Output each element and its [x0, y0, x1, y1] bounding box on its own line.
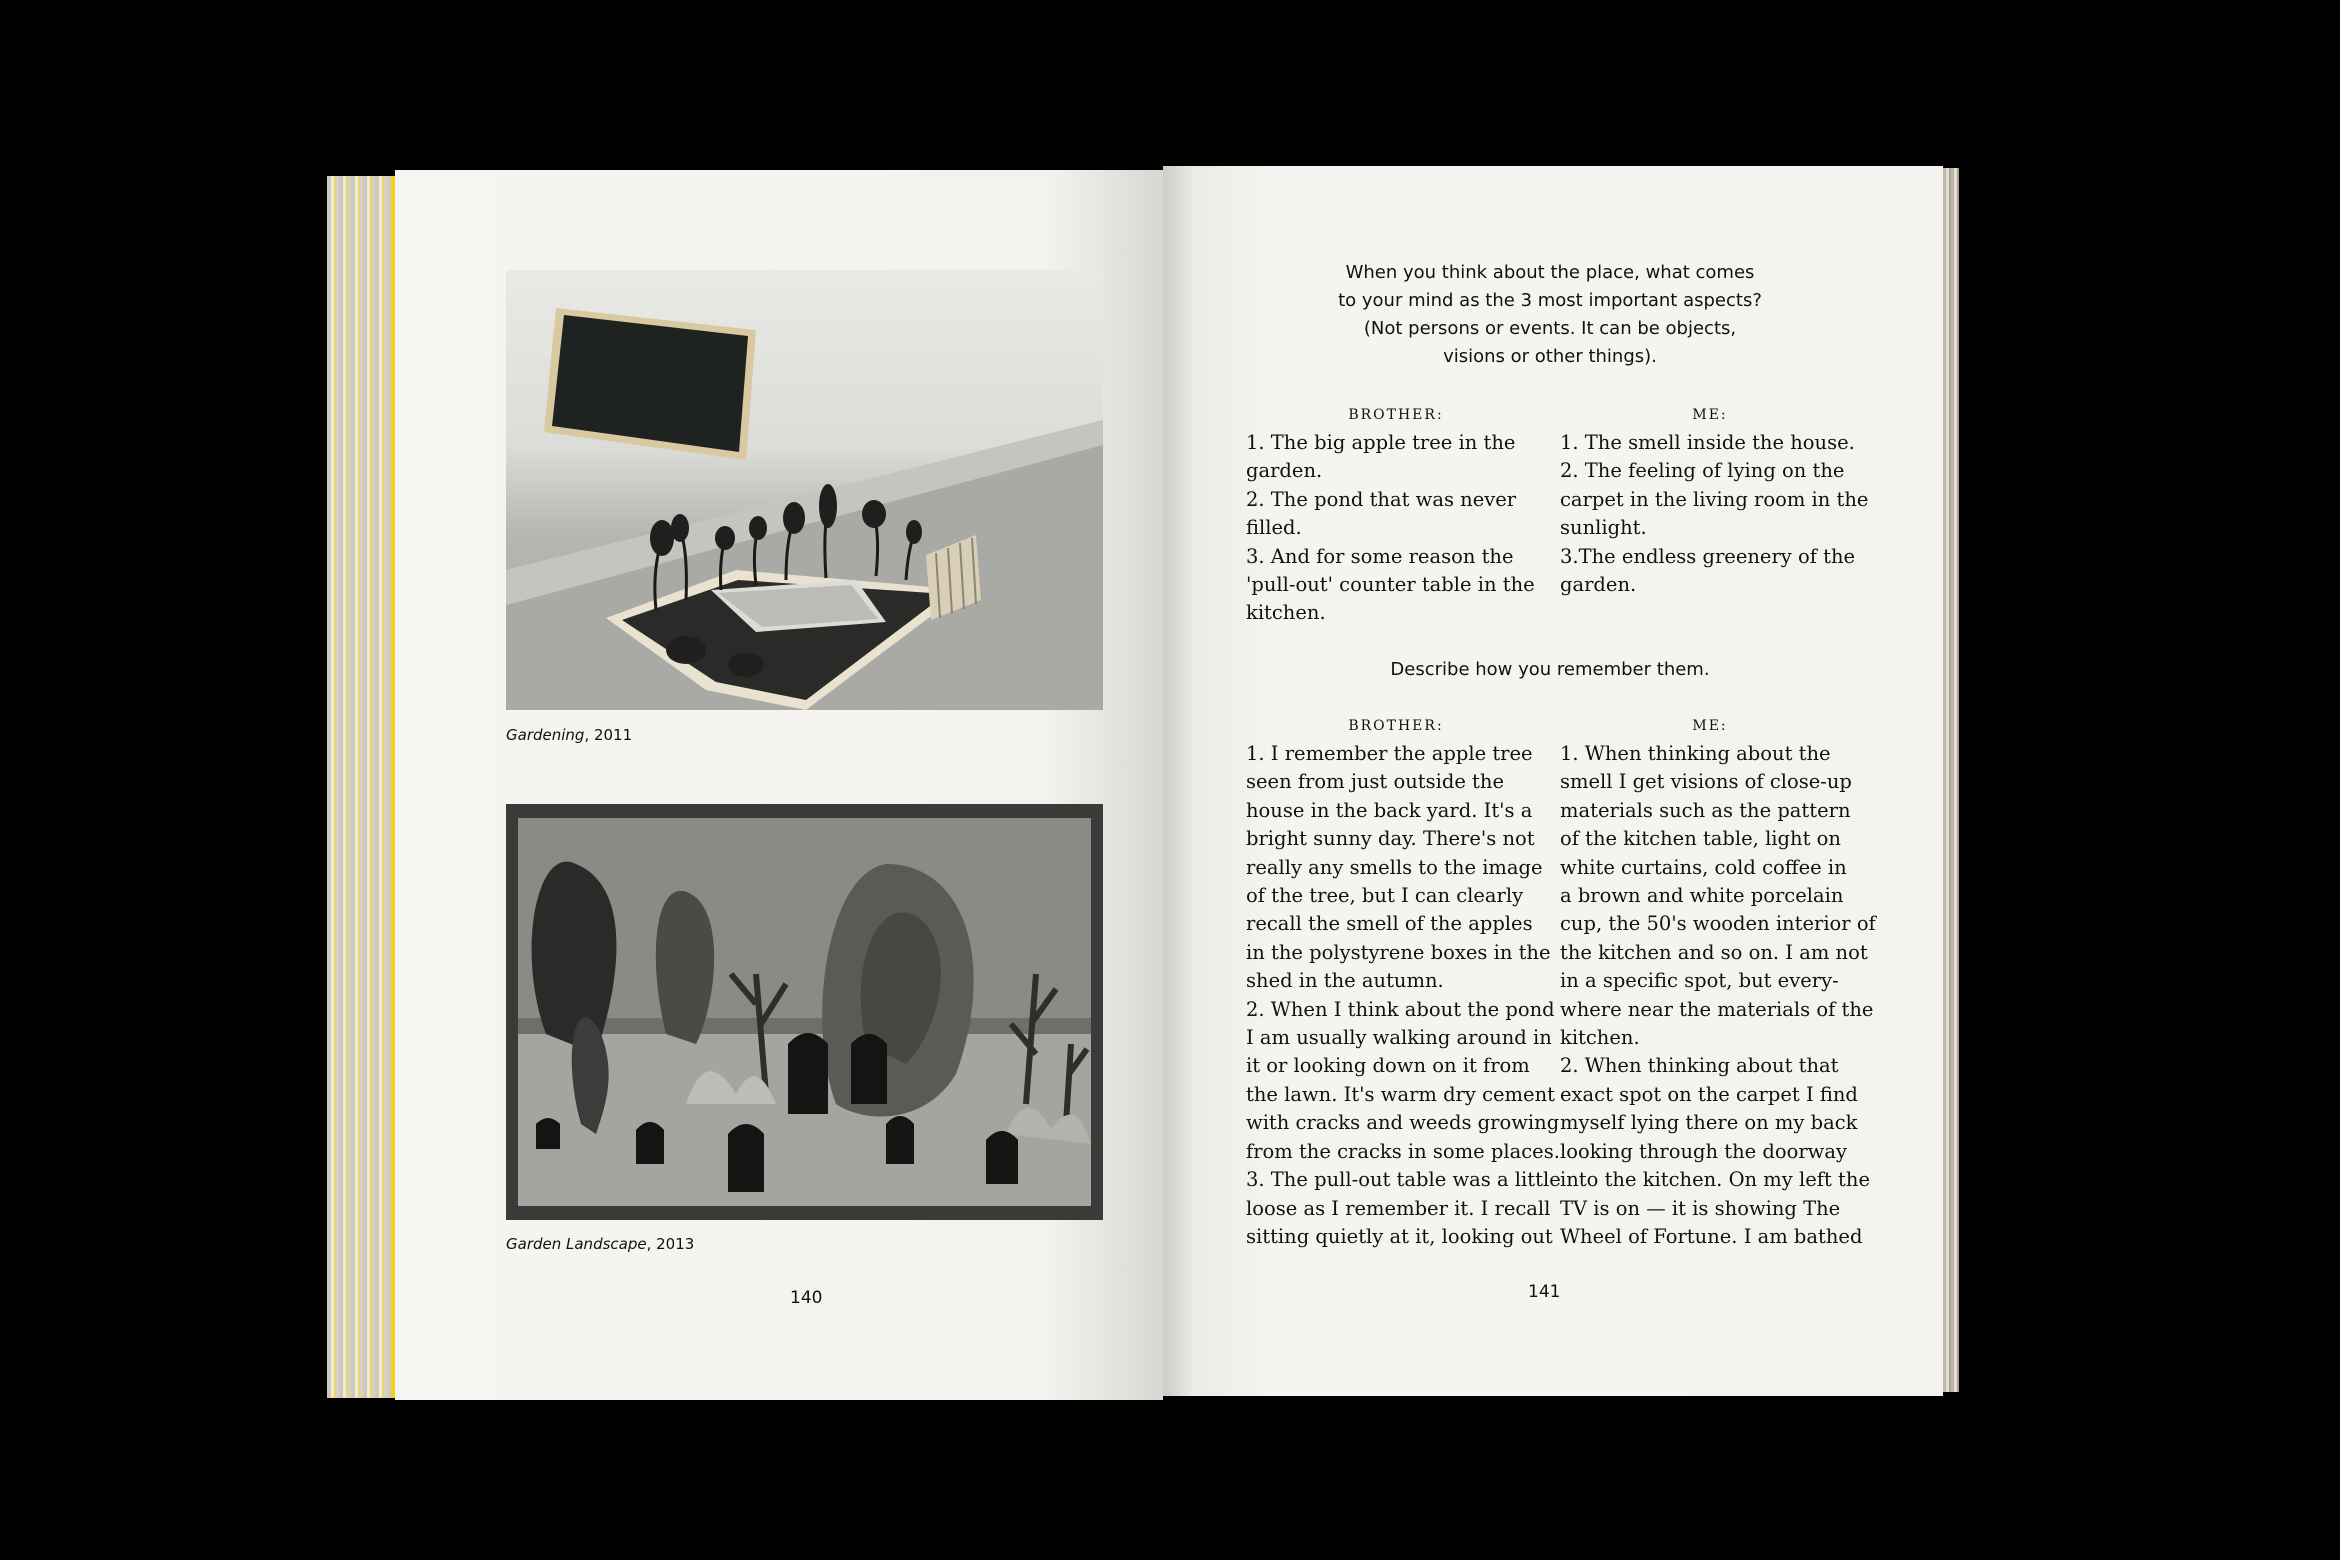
text-line: 2. When I think about the pond — [1246, 997, 1555, 1021]
column-heading: ME: — [1692, 718, 1728, 734]
question-describe — [1290, 656, 1810, 684]
column-heading: BROTHER: — [1348, 718, 1444, 734]
text-line: smell I get visions of close-up — [1560, 770, 1852, 794]
caption-garden-landscape: Garden Landscape, 2013 — [506, 1235, 695, 1253]
text-line: carpet in the living room in the — [1560, 487, 1869, 511]
text-line: recall the smell of the apples — [1246, 912, 1533, 936]
garden-landscape-painting — [506, 804, 1103, 1220]
text-line: I am usually walking around in — [1246, 1026, 1552, 1050]
text-line: 2. When thinking about that — [1560, 1054, 1839, 1078]
text-line: garden. — [1560, 573, 1637, 597]
text-line: loose as I remember it. I recall — [1246, 1196, 1551, 1220]
text-line: bright sunny day. There's not — [1246, 827, 1535, 851]
text-line: into the kitchen. On my left the — [1560, 1168, 1870, 1192]
gardening-installation-photo — [506, 270, 1103, 710]
text-line: kitchen. — [1246, 601, 1326, 625]
text-line: 3. The pull-out table was a little — [1246, 1168, 1561, 1192]
text-line: garden. — [1246, 459, 1323, 483]
text-line: in a specific spot, but every- — [1560, 969, 1839, 993]
text-line: in the polystyrene boxes in the — [1246, 940, 1551, 964]
text-line: house in the back yard. It's a — [1246, 798, 1533, 822]
answer-me-2 — [1560, 716, 1876, 1251]
page-number-left: 140 — [790, 1288, 823, 1308]
text-line: TV is on — it is showing The — [1560, 1196, 1841, 1220]
question-line: to your mind as the 3 most important aspects? — [1338, 290, 1762, 311]
caption-gardening: Gardening, 2011 — [506, 726, 633, 744]
text-line: 1. When thinking about the — [1560, 742, 1831, 765]
column-heading: ME: — [1692, 407, 1728, 423]
question-line: Describe how you remember them. — [1390, 659, 1710, 680]
text-line: Wheel of Fortune. I am bathed — [1560, 1224, 1863, 1248]
text-line: seen from just outside the — [1246, 770, 1504, 794]
question-important-aspects — [1290, 259, 1810, 371]
text-line: white curtains, cold coffee in — [1560, 855, 1847, 879]
text-line: sitting quietly at it, looking out — [1246, 1224, 1553, 1248]
text-line: 1. The big apple tree in the — [1246, 431, 1516, 454]
text-line: filled. — [1246, 516, 1302, 540]
answer-brother-1 — [1246, 405, 1546, 628]
text-line: 'pull-out' counter table in the — [1246, 573, 1535, 597]
text-line: materials such as the pattern — [1560, 798, 1851, 822]
text-line: looking through the doorway — [1560, 1139, 1848, 1163]
text-line: exact spot on the carpet I find — [1560, 1082, 1858, 1106]
left-page-edges — [327, 176, 397, 1398]
text-line: where near the materials of the — [1560, 997, 1874, 1021]
text-line: 2. The feeling of lying on the — [1560, 459, 1845, 483]
text-line: 3. And for some reason the — [1246, 544, 1514, 568]
text-line: the kitchen and so on. I am not — [1560, 940, 1868, 964]
text-line: from the cracks in some places. — [1246, 1139, 1560, 1163]
text-line: myself lying there on my back — [1560, 1111, 1858, 1135]
text-line: 1. The smell inside the house. — [1560, 431, 1855, 454]
question-line: When you think about the place, what comes — [1345, 262, 1755, 283]
text-line: the lawn. It's warm dry cement — [1246, 1082, 1555, 1106]
text-line: kitchen. — [1560, 1026, 1640, 1050]
text-line: sunlight. — [1560, 516, 1647, 540]
text-line: a brown and white porcelain — [1560, 884, 1844, 908]
text-line: 3.The endless greenery of the — [1560, 544, 1856, 568]
question-line: (Not persons or events. It can be objects, — [1363, 318, 1737, 339]
text-line: really any smells to the image — [1246, 855, 1543, 879]
answer-me-1 — [1560, 405, 1869, 599]
text-line: cup, the 50's wooden interior of — [1560, 912, 1876, 936]
text-line: shed in the autumn. — [1246, 969, 1444, 993]
page-number-right: 141 — [1528, 1282, 1561, 1302]
text-line: it or looking down on it from — [1246, 1054, 1530, 1078]
column-heading: BROTHER: — [1348, 407, 1444, 423]
text-line: 2. The pond that was never — [1246, 487, 1517, 511]
text-line: with cracks and weeds growing — [1246, 1111, 1560, 1135]
question-line: visions or other things). — [1443, 346, 1657, 367]
answer-brother-2 — [1246, 716, 1561, 1251]
text-line: 1. I remember the apple tree — [1246, 742, 1533, 765]
text-line: of the tree, but I can clearly — [1246, 884, 1524, 908]
text-line: of the kitchen table, light on — [1560, 827, 1841, 851]
